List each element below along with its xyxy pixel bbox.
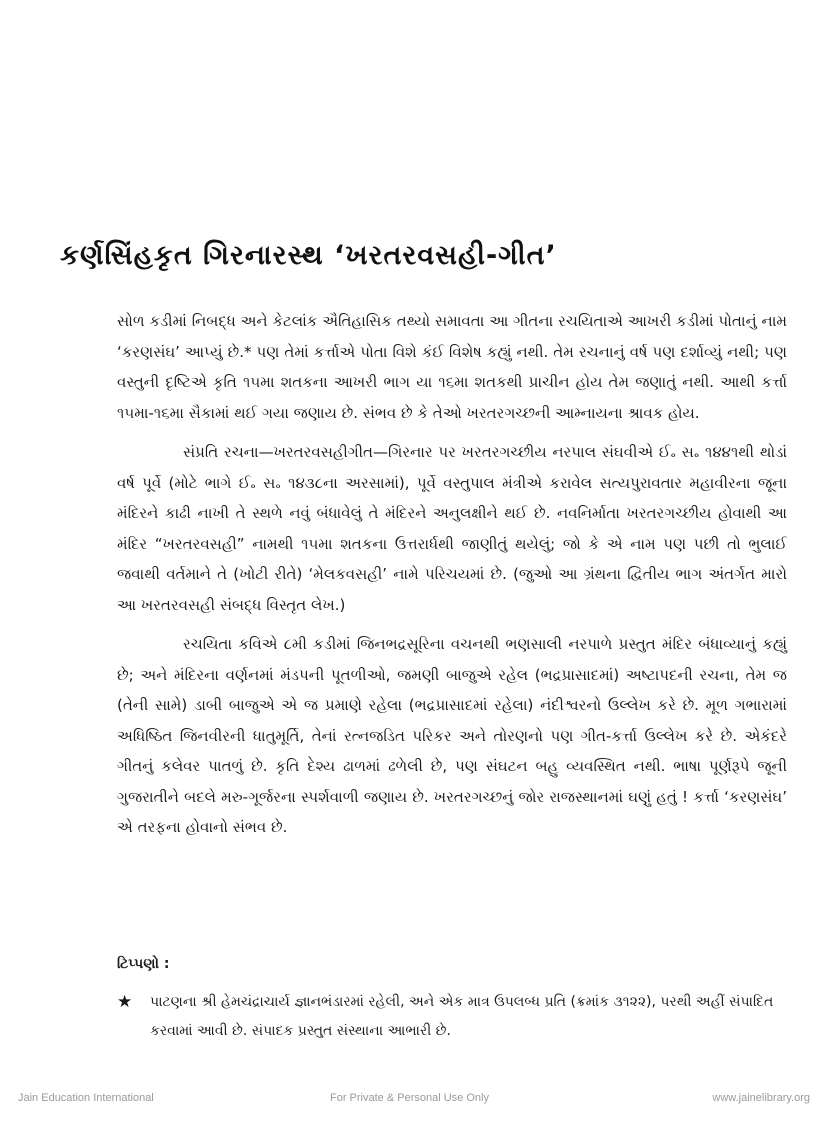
paragraph-2: સંપ્રતિ રચના—ખરતરવસહીગીત—ગિરનાર પર ખરતરગચ્છીય નરપાલ સંઘવીએ ઈ૰ સ૰ ૧૪૪૧થી થોડાં વર્ષ પૂર્વે (મોટે ભાગે ઈ૰ સ૰ ૧૪૩૮ના અરસામાં), પૂર્વે વસ્તુપાલ મંત્રીએ કરાવેલ સત્યપુરાવતાર મહાવીરના જૂના મંદિરને કાઢી નાખી તે સ્થળે નવું બંધાવેલું તે મંદિરને અનુલક્ષીને થઈ છે. નવનિર્માતા ખરતરગચ્છીય હોવાથી આ મંદિર “ખરતરવસહી” નામથી ૧૫મા શતકના ઉત્તરાર્ધથી જાણીતું થયેલું; જો કે એ નામ પણ પછી તો ભુલાઈ જવાથી વર્તમાને તે (ખોટી રીતે) ‘મેલકવસહી’ નામે પરિચયમાં છે. (જુઓ આ ગ્રંથના દ્વિતીય ભાગ અંતર્ગત મારો આ ખરતરવસહી સંબદ્ધ વિસ્તૃત લેખ.) — [117, 443, 787, 614]
footnote — [117, 988, 787, 1046]
page-title: કર્ણસિંહકૃત ગિરનારસ્થ ‘ખરતરવસહી-ગીત’ — [60, 240, 557, 272]
paragraph-1: સોળ કડીમાં નિબદ્ધ અને કેટલાંક ઐતિહાસિક તથ્યો સમાવતા આ ગીતના રચયિતાએ આખરી કડીમાં પોતાનું નામ ‘કરણસંઘ’ આપ્યું છે.* પણ તેમાં કર્ત્તાએ પોતા વિશે કંઈ વિશેષ કહ્યું નથી. તેમ રચનાનું વર્ષ પણ દર્શાવ્યું નથી; પણ વસ્તુની દૃષ્ટિએ કૃતિ ૧૫મા શતકના આખરી ભાગ યા ૧૬મા શતકથી પ્રાચીન હોય તેમ જણાતું નથી. આથી કર્ત્તા ૧૫મા-૧૬મા સૈકામાં થઈ ગયા જણાય છે. સંભવ છે કે તેઓ ખરતરગચ્છની આમ્નાયના શ્રાવક હોય. — [117, 312, 787, 422]
footer-website-link[interactable]: www.jainelibrary.org — [712, 1092, 810, 1104]
notes-heading: ટિપ્પણો : — [117, 956, 170, 972]
star-icon: ★ — [117, 992, 133, 1012]
page-footer — [0, 1092, 828, 1112]
footnote-text: પાટણના શ્રી હેમચંદ્રાચાર્ય જ્ઞાનભંડારમાં રહેલી, અને એક માત્ર ઉપલબ્ધ પ્રતિ (ક્રમાંક ૩૧૨૨), પરથી અહીં સંપાદિત કરવામાં આવી છે. સંપાદક પ્રસ્તુત સંસ્થાના આભારી છે. — [150, 994, 774, 1039]
footer-publisher: Jain Education International — [18, 1092, 154, 1104]
footer-usage-notice: For Private & Personal Use Only — [330, 1092, 489, 1104]
article-body — [117, 306, 787, 852]
paragraph-3: રચયિતા કવિએ ૮મી કડીમાં જિનભદ્રસૂરિના વચનથી ભણસાલી નરપાળે પ્રસ્તુત મંદિર બંધાવ્યાનું કહ્યું છે; અને મંદિરના વર્ણનમાં મંડપની પૂતળીઓ, જમણી બાજુએ રહેલ (ભદ્રપ્રાસાદમાં) અષ્ટાપદની રચના, તેમ જ (તેની સામે) ડાબી બાજુએ એ જ પ્રમાણે રહેલા (ભદ્રપ્રાસાદમાં રહેલા) નંદીશ્વરનો ઉલ્લેખ કરે છે. મૂળ ગભારામાં અધિષ્ઠિત જિનવીરની ધાતુમૂર્તિ, તેનાં રત્નજડિત પરિકર અને તોરણનો પણ ગીત-કર્ત્તા ઉલ્લેખ કરે છે. એકંદરે ગીતનું કલેવર પાતળું છે. કૃતિ દેશ્ય ઢાળમાં ઢળેલી છે, પણ સંઘટન બહુ વ્યવસ્થિત નથી. ભાષા પૂર્ણરૂપે જૂની ગુજરાતીને બદલે મરુ-ગૂર્જરના સ્પર્શવાળી જણાય છે. ખરતરગચ્છનું જોર રાજસ્થાનમાં ઘણું હતું ! કર્ત્તા ‘કરણસંઘ’ એ તરફના હોવાનો સંભવ છે. — [117, 635, 787, 836]
